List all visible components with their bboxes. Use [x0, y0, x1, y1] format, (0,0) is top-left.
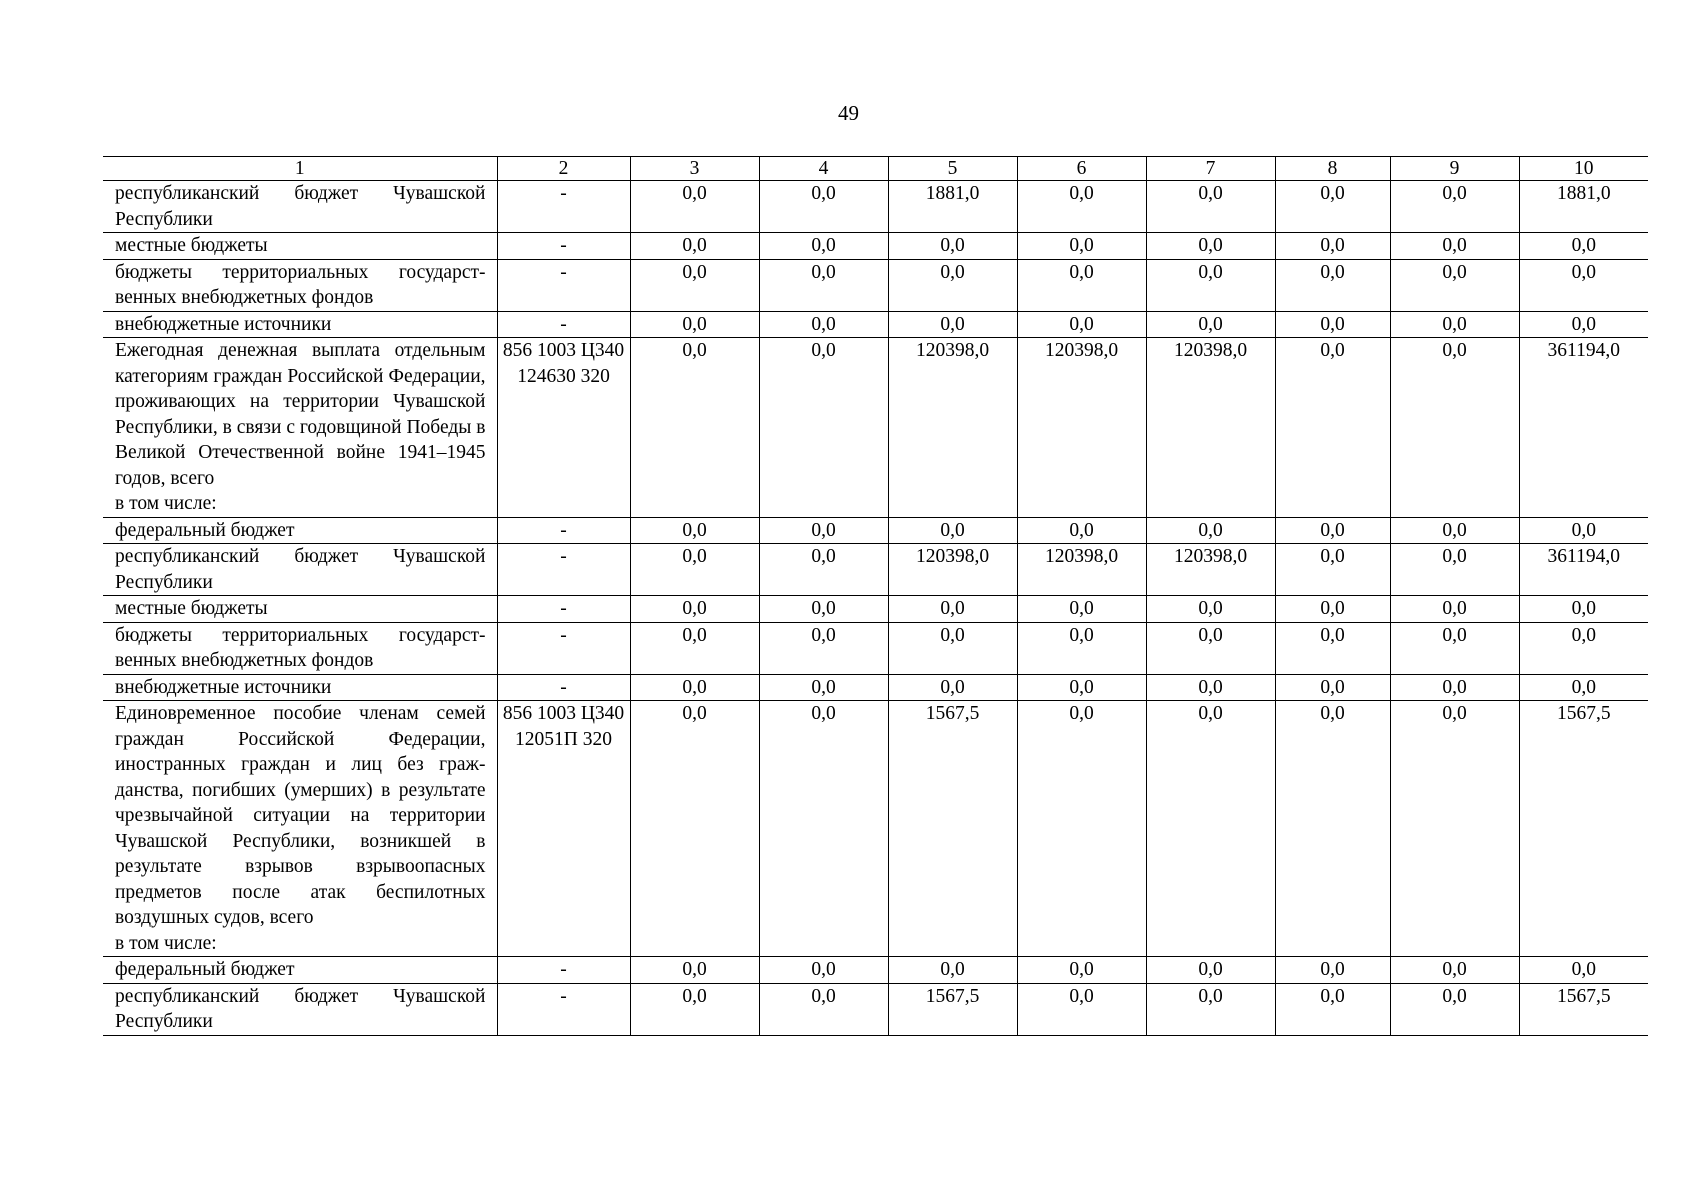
row-value: 0,0	[1275, 701, 1390, 957]
row-value: 0,0	[630, 596, 759, 623]
row-value: 0,0	[1275, 338, 1390, 518]
row-value: 0,0	[1390, 338, 1519, 518]
row-value: 0,0	[1390, 259, 1519, 311]
row-value: 0,0	[1519, 674, 1648, 701]
row-value: 0,0	[759, 311, 888, 338]
table-body	[103, 157, 1648, 1036]
row-value: 0,0	[1275, 596, 1390, 623]
row-value: 0,0	[888, 674, 1017, 701]
row-value: 0,0	[1275, 233, 1390, 260]
row-value: 0,0	[1275, 957, 1390, 984]
row-value: 0,0	[630, 983, 759, 1035]
row-name: бюджеты территориальных государственных внебюджетных фондов	[103, 622, 497, 674]
table-row	[103, 957, 1648, 984]
row-code: -	[497, 259, 630, 311]
row-value: 0,0	[1146, 674, 1275, 701]
row-value: 0,0	[888, 622, 1017, 674]
row-value: 361194,0	[1519, 544, 1648, 596]
row-value: 0,0	[630, 233, 759, 260]
row-value: 0,0	[759, 622, 888, 674]
column-number: 4	[759, 157, 888, 181]
table-row	[103, 596, 1648, 623]
row-value: 0,0	[1275, 517, 1390, 544]
table-row	[103, 233, 1648, 260]
row-name: внебюджетные источники	[103, 674, 497, 701]
row-value: 1881,0	[1519, 181, 1648, 233]
column-number: 10	[1519, 157, 1648, 181]
table-row	[103, 311, 1648, 338]
row-name: Единовременное пособие членам семей граждан Российской Федерации, иностранных граждан и лиц без гражданства, погибших (умерших) в результате чрезвычайной ситуации на территории Чувашской Республики, возникшей в результате взрывов взрывоопасных предметов после атак беспилотных воздушных судов, всего в том числе:	[103, 701, 497, 957]
table-row	[103, 622, 1648, 674]
row-value: 0,0	[888, 259, 1017, 311]
row-value: 0,0	[630, 517, 759, 544]
row-value: 0,0	[1275, 983, 1390, 1035]
column-number-header-row	[103, 157, 1648, 181]
row-value: 0,0	[1146, 233, 1275, 260]
row-value: 0,0	[759, 596, 888, 623]
row-value: 0,0	[759, 957, 888, 984]
row-value: 0,0	[1017, 983, 1146, 1035]
row-value: 0,0	[888, 517, 1017, 544]
column-number: 6	[1017, 157, 1146, 181]
row-value: 0,0	[1017, 957, 1146, 984]
row-name: местные бюджеты	[103, 233, 497, 260]
table-row	[103, 259, 1648, 311]
row-code: -	[497, 983, 630, 1035]
row-name: республиканский бюджет Чувашской Республики	[103, 983, 497, 1035]
column-number: 3	[630, 157, 759, 181]
row-value: 0,0	[1146, 622, 1275, 674]
column-number: 2	[497, 157, 630, 181]
row-code: -	[497, 596, 630, 623]
row-value: 0,0	[1275, 259, 1390, 311]
row-code: 856 1003 Ц34012051П 320	[497, 701, 630, 957]
row-value: 0,0	[759, 233, 888, 260]
row-value: 1881,0	[888, 181, 1017, 233]
row-code: 856 1003 Ц340124630 320	[497, 338, 630, 518]
row-value: 0,0	[630, 701, 759, 957]
row-value: 0,0	[1519, 622, 1648, 674]
row-value: 0,0	[630, 622, 759, 674]
row-value: 0,0	[1017, 233, 1146, 260]
row-value: 0,0	[630, 338, 759, 518]
row-value: 0,0	[1390, 544, 1519, 596]
row-name: республиканский бюджет Чувашской Республики	[103, 544, 497, 596]
row-value: 0,0	[1519, 596, 1648, 623]
row-value: 0,0	[1390, 233, 1519, 260]
row-code: -	[497, 674, 630, 701]
row-value: 0,0	[1390, 622, 1519, 674]
row-code: -	[497, 233, 630, 260]
row-name: Ежегодная денежная выплата отдельным категориям граждан Российской Федерации, проживающих на территории Чувашской Республики, в связи с годовщиной Победы в Великой Отечественной войне 1941–1945 годов, всего в том числе:	[103, 338, 497, 518]
row-value: 0,0	[759, 544, 888, 596]
row-value: 0,0	[1146, 517, 1275, 544]
row-value: 0,0	[1146, 596, 1275, 623]
row-value: 0,0	[1017, 674, 1146, 701]
row-value: 0,0	[1017, 517, 1146, 544]
table-row	[103, 674, 1648, 701]
row-value: 1567,5	[888, 701, 1017, 957]
row-value: 0,0	[1275, 674, 1390, 701]
row-value: 0,0	[630, 311, 759, 338]
row-name: местные бюджеты	[103, 596, 497, 623]
row-name: внебюджетные источники	[103, 311, 497, 338]
row-code: -	[497, 311, 630, 338]
table-row	[103, 338, 1648, 518]
table-row	[103, 181, 1648, 233]
row-value: 0,0	[759, 338, 888, 518]
row-value: 0,0	[1519, 957, 1648, 984]
row-value: 0,0	[630, 259, 759, 311]
column-number: 7	[1146, 157, 1275, 181]
column-number: 8	[1275, 157, 1390, 181]
row-value: 0,0	[1390, 701, 1519, 957]
row-value: 0,0	[1146, 957, 1275, 984]
table-row	[103, 544, 1648, 596]
column-number: 5	[888, 157, 1017, 181]
row-name: федеральный бюджет	[103, 957, 497, 984]
row-value: 0,0	[1390, 983, 1519, 1035]
page-number: 49	[838, 101, 859, 125]
row-name: республиканский бюджет Чувашской Республики	[103, 181, 497, 233]
row-value: 0,0	[1017, 622, 1146, 674]
column-number: 9	[1390, 157, 1519, 181]
row-value: 0,0	[1146, 983, 1275, 1035]
column-number: 1	[103, 157, 497, 181]
row-value: 0,0	[1146, 259, 1275, 311]
row-value: 0,0	[1146, 701, 1275, 957]
row-value: 0,0	[1275, 622, 1390, 674]
row-value: 120398,0	[1017, 544, 1146, 596]
table-row	[103, 517, 1648, 544]
row-value: 0,0	[1390, 674, 1519, 701]
row-value: 0,0	[759, 181, 888, 233]
row-name: бюджеты территориальных государственных внебюджетных фондов	[103, 259, 497, 311]
row-value: 0,0	[1390, 957, 1519, 984]
row-value: 0,0	[630, 181, 759, 233]
row-value: 120398,0	[888, 544, 1017, 596]
row-value: 0,0	[1017, 311, 1146, 338]
row-value: 0,0	[1017, 181, 1146, 233]
table-row	[103, 701, 1648, 957]
row-value: 0,0	[630, 544, 759, 596]
row-value: 0,0	[1275, 311, 1390, 338]
row-value: 0,0	[1275, 181, 1390, 233]
row-value: 0,0	[888, 311, 1017, 338]
row-value: 0,0	[1390, 517, 1519, 544]
row-value: 0,0	[1146, 181, 1275, 233]
row-value: 0,0	[1017, 596, 1146, 623]
row-value: 0,0	[1017, 259, 1146, 311]
row-value: 0,0	[1390, 596, 1519, 623]
row-name: федеральный бюджет	[103, 517, 497, 544]
row-value: 0,0	[630, 957, 759, 984]
row-value: 361194,0	[1519, 338, 1648, 518]
row-code: -	[497, 622, 630, 674]
row-value: 0,0	[1146, 311, 1275, 338]
row-value: 120398,0	[888, 338, 1017, 518]
row-value: 1567,5	[1519, 983, 1648, 1035]
row-value: 0,0	[888, 596, 1017, 623]
row-value: 0,0	[759, 674, 888, 701]
row-value: 0,0	[1519, 233, 1648, 260]
row-value: 0,0	[759, 517, 888, 544]
row-value: 0,0	[888, 957, 1017, 984]
row-value: 120398,0	[1146, 544, 1275, 596]
row-value: 0,0	[1275, 544, 1390, 596]
row-code: -	[497, 544, 630, 596]
row-value: 0,0	[759, 983, 888, 1035]
row-value: 1567,5	[1519, 701, 1648, 957]
row-value: 0,0	[759, 259, 888, 311]
row-value: 0,0	[1519, 311, 1648, 338]
row-value: 120398,0	[1146, 338, 1275, 518]
row-value: 0,0	[888, 233, 1017, 260]
row-code: -	[497, 181, 630, 233]
row-value: 0,0	[1017, 701, 1146, 957]
row-value: 120398,0	[1017, 338, 1146, 518]
row-code: -	[497, 517, 630, 544]
row-value: 0,0	[759, 701, 888, 957]
row-value: 0,0	[1519, 517, 1648, 544]
row-value: 0,0	[630, 674, 759, 701]
budget-table	[103, 156, 1648, 1036]
row-value: 0,0	[1390, 181, 1519, 233]
row-code: -	[497, 957, 630, 984]
table-row	[103, 983, 1648, 1035]
row-value: 0,0	[1519, 259, 1648, 311]
row-value: 1567,5	[888, 983, 1017, 1035]
row-value: 0,0	[1390, 311, 1519, 338]
